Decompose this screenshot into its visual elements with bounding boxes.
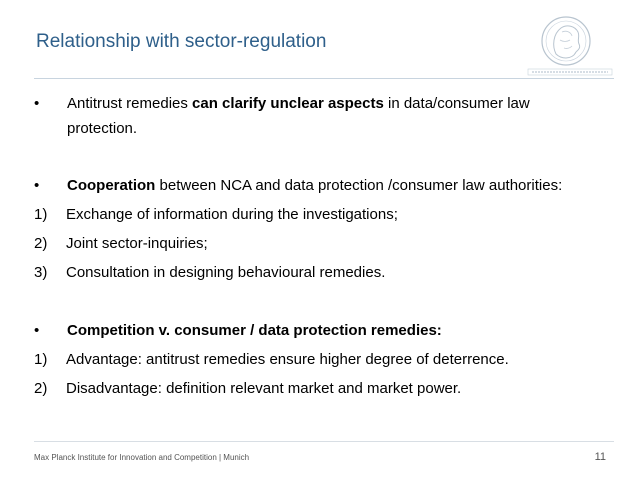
bullet-text: protection. xyxy=(67,120,138,137)
slide-title: Relationship with sector-regulation xyxy=(36,31,327,52)
bullet-emphasis: can clarify unclear aspects xyxy=(192,95,384,112)
bullet-text xyxy=(67,178,562,193)
bullet-emphasis: Competition v. consumer / data protection remedies: xyxy=(67,322,442,339)
list-item-text: Exchange of information during the investigations; xyxy=(66,206,398,223)
bullet-marker: • xyxy=(34,322,40,339)
bullet-marker: • xyxy=(34,177,40,194)
list-number: 3) xyxy=(34,264,48,281)
list-number: 1) xyxy=(34,351,48,368)
bullet-emphasis: Cooperation xyxy=(67,177,156,194)
list-number: 2) xyxy=(34,235,48,252)
bullet-text-part: Antitrust remedies xyxy=(67,95,193,112)
list-item-text: Consultation in designing behavioural remedies. xyxy=(66,264,386,281)
list-number: 1) xyxy=(34,206,48,223)
list-item-text: Joint sector-inquiries; xyxy=(66,235,208,252)
list-item-text: Advantage: antitrust remedies ensure higher degree of deterrence. xyxy=(66,351,509,368)
bullet-text-part: between NCA and data protection /consumer law authorities: xyxy=(155,177,563,194)
max-planck-logo xyxy=(526,12,614,78)
bullet-marker: • xyxy=(34,95,40,112)
footer-divider xyxy=(34,441,614,442)
page-number: 11 xyxy=(594,451,606,463)
slide-footer: Max Planck Institute for Innovation and Competition | Munich xyxy=(34,453,250,462)
list-number: 2) xyxy=(34,380,48,397)
bullet-text xyxy=(67,96,530,111)
bullet-text-part: in data/consumer law xyxy=(383,95,530,112)
list-item-text: Disadvantage: definition relevant market and market power. xyxy=(66,380,462,397)
title-divider xyxy=(34,78,614,79)
